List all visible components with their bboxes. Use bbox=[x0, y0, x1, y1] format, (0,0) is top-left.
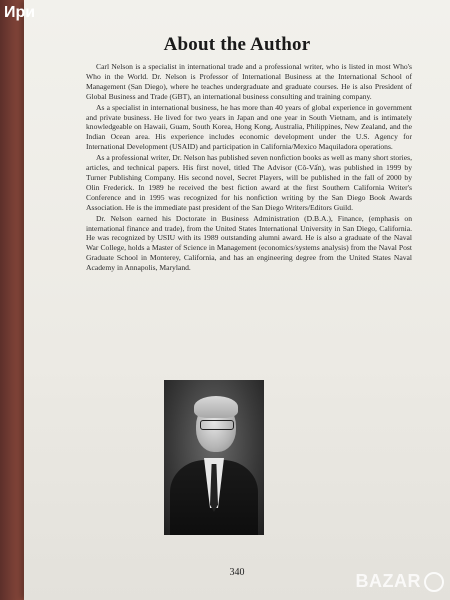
page-number: 340 bbox=[229, 567, 245, 578]
author-bio bbox=[86, 62, 412, 274]
bazar-watermark bbox=[356, 571, 445, 592]
photo-glasses bbox=[200, 420, 234, 430]
overlay-label: Ири bbox=[4, 4, 36, 21]
bio-paragraph-4: Dr. Nelson earned his Doctorate in Business Administration (D.B.A.), Finance, (emphasis on international finance and trade), from the United States International University in San Diego, California. He was recognized by USIU with its 1989 outstanding alumni award. He is also a graduate of the Naval War College, holds a Master of Science in Management (economics/systems analysis) from the Naval Post Graduate School in Monterey, California, and has an engineering degree from the United States Naval Academy in Annapolis, Maryland. bbox=[86, 213, 412, 273]
bazar-logo-icon bbox=[424, 572, 444, 592]
photo-hair bbox=[194, 396, 238, 418]
book-page bbox=[24, 0, 450, 600]
bio-paragraph-3: As a professional writer, Dr. Nelson has published seven nonfiction books as well as many short stories, articles, and technical papers. His first novel, titled The Advisor (Cô-Vấn), was published in 1999 by Turner Publishing Company. His second novel, Secret Players, will be published in the fall of 2000 by Olin Frederick. In 1989 he received the best fiction award at the first Southern California Writer's Conference and in 1995 was recognized for his nonfiction writing by the San Diego Book Awards Association. He is the immediate past president of the San Diego Writers/Editors Guild. bbox=[86, 153, 412, 212]
author-photo bbox=[164, 380, 264, 535]
watermark-text: BAZAR bbox=[355, 570, 421, 591]
bio-paragraph-2: As a specialist in international business, he has more than 40 years of global experience in government and private business. He lived for two years in Japan and one year in South Vietnam, and is intimately knowledgeable on Hawaii, Guam, South Korea, Hong Kong, Australia, Philippines, New Zealand, and the Indian Ocean area. His experience includes economic development under the U.S. Agency for International Development (USAID) and participation in California/Mexico Maquiladora operations. bbox=[86, 102, 412, 152]
bio-paragraph-1: Carl Nelson is a specialist in international trade and a professional writer, who is listed in most Who's Who in the World. Dr. Nelson is Professor of International Business at the International School of Management (San Diego), where he teaches undergraduate and graduate courses. He is also President of Global Business and Trade (GBT), an international business consulting and training company. bbox=[86, 62, 412, 101]
page-title: About the Author bbox=[163, 34, 311, 55]
